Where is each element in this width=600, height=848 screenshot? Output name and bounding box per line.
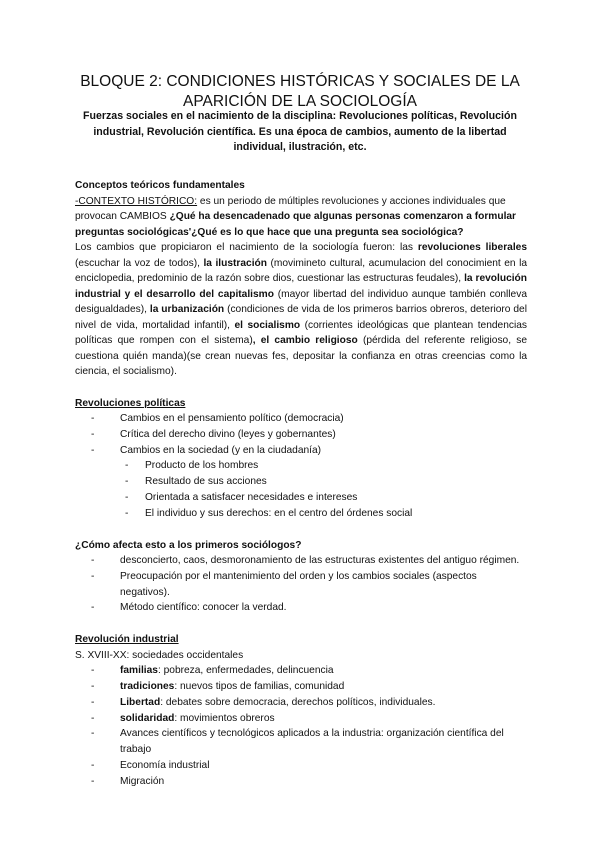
text-segment: Crítica del derecho divino (leyes y gobernantes) <box>120 428 336 440</box>
contexto-paragraph <box>75 194 527 241</box>
bold-term: , el cambio religioso <box>252 335 358 346</box>
text-segment: Cambios en el pensamiento político (democracia) <box>120 413 344 424</box>
text-segment: Economía industrial <box>120 760 210 772</box>
list-item <box>75 411 527 427</box>
text-segment: (escuchar la voz de todos), <box>75 257 204 269</box>
document-body <box>75 178 527 790</box>
list-item <box>75 695 527 711</box>
list-item <box>75 774 527 790</box>
revolucion-industrial-list <box>75 663 527 789</box>
text-segment: (mayor libertad del individuo aunque también conlleva desigualdades), <box>75 288 527 315</box>
bold-term: el socialismo <box>234 319 301 331</box>
list-item <box>75 569 527 601</box>
list-item <box>75 490 527 506</box>
text-segment: (movimineto cultural, acumulacion del conocimient en la enciclopedia, predominio de la razón sobre dios, cuestionar las estructuras feudales), <box>75 257 528 284</box>
list-item <box>75 458 527 474</box>
text-segment: Método científico: conocer la verdad. <box>120 602 287 614</box>
list-item <box>75 474 527 490</box>
text-segment: Producto de los hombres <box>145 460 259 472</box>
list-item <box>75 553 527 569</box>
contexto-question: ¿Qué ha desencadenado que algunas personas comenzaron a formular preguntas sociológicas'¿Qué es lo que hace que una pregunta sea sociológica? <box>75 211 517 238</box>
contexto-label: -CONTEXTO HISTÓRICO: <box>75 195 198 207</box>
text-segment: : movimientos obreros <box>174 712 275 724</box>
list-item <box>75 427 527 443</box>
list-item <box>75 711 527 727</box>
text-segment: desconcierto, caos, desmoronamiento de las estructuras existentes del antiguo régimen. <box>120 555 520 567</box>
bold-term: la revolución industrial y el desarrollo del capitalismo <box>75 273 528 300</box>
text-segment: : nuevos tipos de familias, comunidad <box>174 681 345 693</box>
revoluciones-politicas-list <box>75 411 527 522</box>
bold-term: revoluciones liberales <box>417 242 527 253</box>
document-subtitle: Fuerzas sociales en el nacimiento de la disciplina: Revoluciones políticas, Revolución industrial, Revolución científica. Es una época de cambios, aumento de la libertad individual, ilustración, etc. <box>83 110 517 153</box>
text-segment: : pobreza, enfermedades, delincuencia <box>157 665 334 677</box>
bold-term: la ilustración <box>203 257 267 269</box>
section-heading-como-afecta: ¿Cómo afecta esto a los primeros sociólogos? <box>75 539 302 551</box>
text-segment: (corrientes ideológicas que plantean tendencias políticas que rompen con el sistema) <box>75 319 527 346</box>
list-item <box>75 663 527 679</box>
bold-term: Libertad <box>120 696 161 708</box>
text-segment: El individuo y sus derechos: en el centro del órdenes social <box>145 507 413 519</box>
bold-term: la urbanización <box>149 304 225 315</box>
list-item <box>75 726 527 758</box>
list-item <box>75 679 527 695</box>
list-item <box>75 506 527 522</box>
text-segment: Avances científicos y tecnológicos aplicados a la industria: organización científica del trabajo <box>120 728 504 756</box>
bold-term: familias <box>120 665 158 677</box>
text-segment: Los cambios que propiciaron el nacimiento de la sociología fueron: las <box>75 242 418 253</box>
text-segment: : debates sobre democracia, derechos políticos, individuales. <box>160 696 436 708</box>
section-heading-revolucion-industrial: Revolución industrial <box>75 634 179 646</box>
document-title: BLOQUE 2: CONDICIONES HISTÓRICAS Y SOCIALES DE LA APARICIÓN DE LA SOCIOLOGÍA <box>80 73 520 110</box>
text-segment: Preocupación por el mantenimiento del orden y los cambios sociales (aspectos negativos). <box>120 570 477 598</box>
como-afecta-list <box>75 553 527 616</box>
bold-term: tradiciones <box>120 681 175 693</box>
bold-term: solidaridad <box>120 712 175 724</box>
section-heading-revoluciones-politicas: Revoluciones políticas <box>75 397 186 409</box>
cambios-paragraph <box>75 240 527 380</box>
revolucion-industrial-intro: S. XVIII-XX: sociedades occidentales <box>75 649 244 661</box>
text-segment: Orientada a satisfacer necesidades e intereses <box>145 491 358 503</box>
text-segment: Resultado de sus acciones <box>145 476 267 488</box>
contexto-text: es un periodo de múltiples revoluciones y acciones individuales que provocan CAMBIOS <box>75 195 506 222</box>
text-segment: (condiciones de vida de los primeros barrios obreros, deterioro del nivel de vida, mortalidad infantil), <box>75 304 527 331</box>
text-segment: (pérdida del referente religioso, se cuestiona quién manda)(se crean nuevas fes, depositar la confianza en otras creencias como la ciencia, el socialismo). <box>75 335 527 377</box>
text-segment: Migración <box>120 775 165 787</box>
list-item <box>75 443 527 459</box>
section-heading-conceptos: Conceptos teóricos fundamentales <box>75 180 245 191</box>
list-item <box>75 600 527 616</box>
text-segment: Cambios en la sociedad (y en la ciudadanía) <box>120 444 322 456</box>
list-item <box>75 758 527 774</box>
